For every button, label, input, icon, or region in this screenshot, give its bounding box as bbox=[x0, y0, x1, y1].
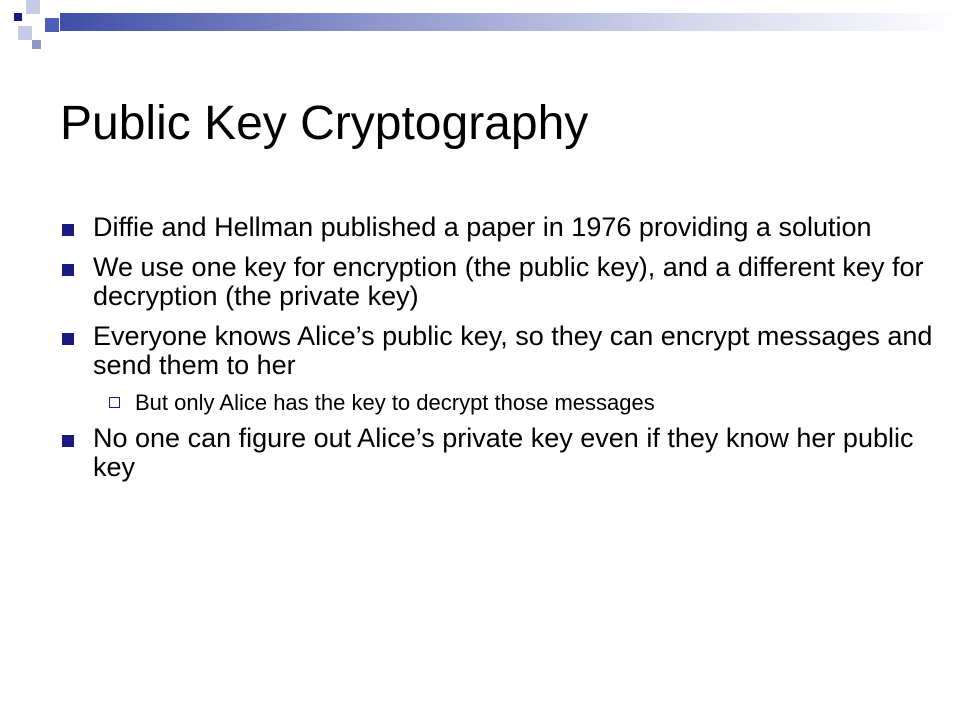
decorative-square-icon bbox=[14, 13, 22, 21]
decorative-square-icon bbox=[32, 40, 41, 49]
bullet-list bbox=[62, 213, 942, 482]
bullet-text: We use one key for encryption (the public key), and a different key for decryption (the private key) bbox=[93, 252, 924, 311]
sub-bullet-item bbox=[62, 390, 942, 416]
sub-bullet-text: But only Alice has the key to decrypt those messages bbox=[135, 390, 655, 415]
bullet-text: No one can figure out Alice’s private key even if they know her public key bbox=[93, 423, 914, 482]
bullet-item bbox=[62, 213, 942, 242]
decorative-square-icon bbox=[45, 18, 59, 32]
decorative-square-icon bbox=[26, 0, 40, 14]
filled-square-bullet-icon bbox=[62, 224, 74, 236]
bullet-text: Everyone knows Alice’s public key, so they can encrypt messages and send them to her bbox=[93, 321, 933, 380]
bullet-item bbox=[62, 322, 942, 380]
decorative-square-icon bbox=[18, 26, 32, 40]
bullet-item bbox=[62, 253, 942, 311]
filled-square-bullet-icon bbox=[62, 435, 74, 447]
bullet-text: Diffie and Hellman published a paper in 1976 providing a solution bbox=[93, 212, 872, 242]
slide-title: Public Key Cryptography bbox=[60, 97, 589, 150]
bullet-item bbox=[62, 424, 942, 482]
filled-square-bullet-icon bbox=[62, 264, 74, 276]
filled-square-bullet-icon bbox=[62, 333, 74, 345]
hollow-square-bullet-icon bbox=[109, 397, 120, 408]
title-gradient-bar bbox=[60, 13, 960, 31]
